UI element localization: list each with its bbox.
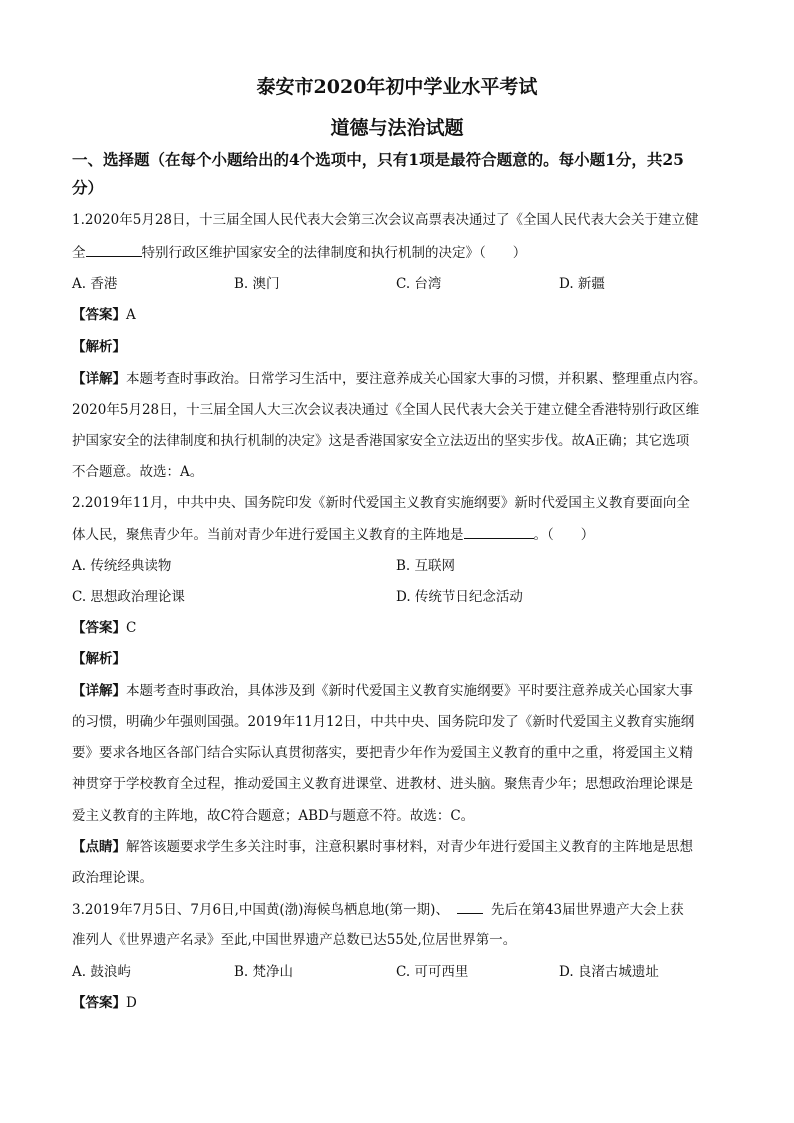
question-3-stem [72, 899, 684, 920]
detail-tag: 【详解】 [72, 683, 126, 699]
q3-option-c: C. 可可西里 [396, 964, 469, 980]
q2-option-b: B. 互联网 [396, 558, 456, 574]
q2-analysis-tag: 【解析】 [72, 651, 126, 667]
q2-point-line [72, 837, 693, 857]
q1-analysis-tag: 【解析】 [72, 339, 126, 355]
q2-detail-line [72, 681, 693, 701]
q3-option-b: B. 梵净山 [234, 964, 294, 980]
page-subtitle: 道德与法治试题 [330, 117, 464, 139]
question-2-stem-cont [72, 524, 594, 545]
answer-value: D [126, 995, 137, 1011]
question-1-stem: 1.2020年5月28日，十三届全国人民代表大会第三次会议高票表决通过了《全国人民代表大会关于建立健 [72, 212, 699, 228]
detail-tag: 【详解】 [72, 371, 126, 387]
q3-answer [72, 993, 137, 1013]
q1-answer [72, 305, 136, 325]
question-1-stem-cont [72, 242, 526, 263]
question-2-stem-prefix: 体人民，聚焦青少年。当前对青少年进行爱国主义教育的主阵地是 [72, 527, 464, 543]
page-title: 泰安市2020年初中学业水平考试 [256, 76, 538, 98]
q1-detail-line [72, 369, 707, 389]
section-heading: 一、选择题（在每个小题给出的4个选项中，只有1项是最符合题意的。每小题1分，共25 [72, 150, 684, 169]
fill-blank [464, 524, 534, 539]
q3-option-d: D. 良渚古城遗址 [559, 964, 659, 980]
answer-tag: 【答案】 [72, 620, 126, 636]
q2-point-line: 政治理论课。 [72, 870, 153, 886]
point-text: 解答该题要求学生多关注时事，注意积累时事材料，对青少年进行爱国主义教育的主阵地是思想 [126, 839, 693, 855]
section-heading-cont: 分） [72, 178, 104, 197]
q1-detail-line: 护国家安全的法律制度和执行机制的决定》这是香港国家安全立法迈出的坚实步伐。故A正确；其它选项 [72, 433, 690, 449]
answer-tag: 【答案】 [72, 995, 126, 1011]
question-3-stem-prefix: 3.2019年7月5日、7月6日,中国黄(渤)海候鸟栖息地(第一期)、 [72, 902, 449, 918]
q1-detail-line: 2020年5月28日，十三届全国人大三次会议表决通过《全国人民代表大会关于建立健全香港特别行政区维 [72, 402, 700, 418]
q3-option-a: A. 鼓浪屿 [72, 964, 131, 980]
q2-detail-line: 爱主义教育的主阵地，故C符合题意；ABD与题意不符。故选：C。 [72, 808, 475, 824]
question-2-stem-suffix: 。（ ） [533, 527, 595, 543]
q1-option-a: A. 香港 [72, 276, 118, 292]
detail-text: 本题考查时事政治，具体涉及到《新时代爱国主义教育实施纲要》平时要注意养成关心国家大事 [126, 683, 693, 699]
question-3-stem-cont: 准列人《世界遗产名录》至此,中国世界遗产总数已达55处,位居世界第一。 [72, 932, 517, 948]
answer-value: C [126, 620, 137, 636]
q2-answer [72, 618, 136, 638]
detail-text: 本题考查时事政治。日常学习生活中，要注意养成关心国家大事的习惯，并积累、整理重点内容。 [126, 371, 707, 387]
question-1-stem-suffix: 特别行政区维护国家安全的法律制度和执行机制的决定》（ ） [141, 245, 527, 261]
q2-option-c: C. 思想政治理论课 [72, 589, 185, 605]
point-tag: 【点睛】 [72, 839, 126, 855]
q2-detail-line: 要》要求各地区各部门结合实际认真贯彻落实，要把青少年作为爱国主义教育的重中之重，将爱国主义精 [72, 745, 693, 761]
answer-value: A [126, 307, 136, 323]
fill-blank [86, 242, 142, 257]
fill-blank [457, 899, 483, 914]
q1-detail-line: 不合题意。故选：A。 [72, 464, 204, 480]
q2-option-a: A. 传统经典读物 [72, 558, 172, 574]
answer-tag: 【答案】 [72, 307, 126, 323]
question-2-stem: 2.2019年11月，中共中央、国务院印发《新时代爱国主义教育实施纲要》新时代爱国主义教育要面向全 [72, 495, 690, 511]
q1-option-b: B. 澳门 [234, 276, 280, 292]
q2-detail-line: 的习惯，明确少年强则国强。2019年11月12日，中共中央、国务院印发了《新时代爱国主义教育实施纲 [72, 714, 695, 730]
q2-option-d: D. 传统节日纪念活动 [396, 589, 523, 605]
q1-option-d: D. 新疆 [559, 276, 605, 292]
question-3-stem-suffix: 先后在第43届世界遗产大会上获 [490, 902, 684, 918]
question-1-stem-prefix: 全 [72, 245, 86, 261]
q2-detail-line: 神贯穿于学校教育全过程，推动爱国主义教育进课堂、进教材、进头脑。聚焦青少年；思想政治理论课是 [72, 776, 693, 792]
q1-option-c: C. 台湾 [396, 276, 442, 292]
